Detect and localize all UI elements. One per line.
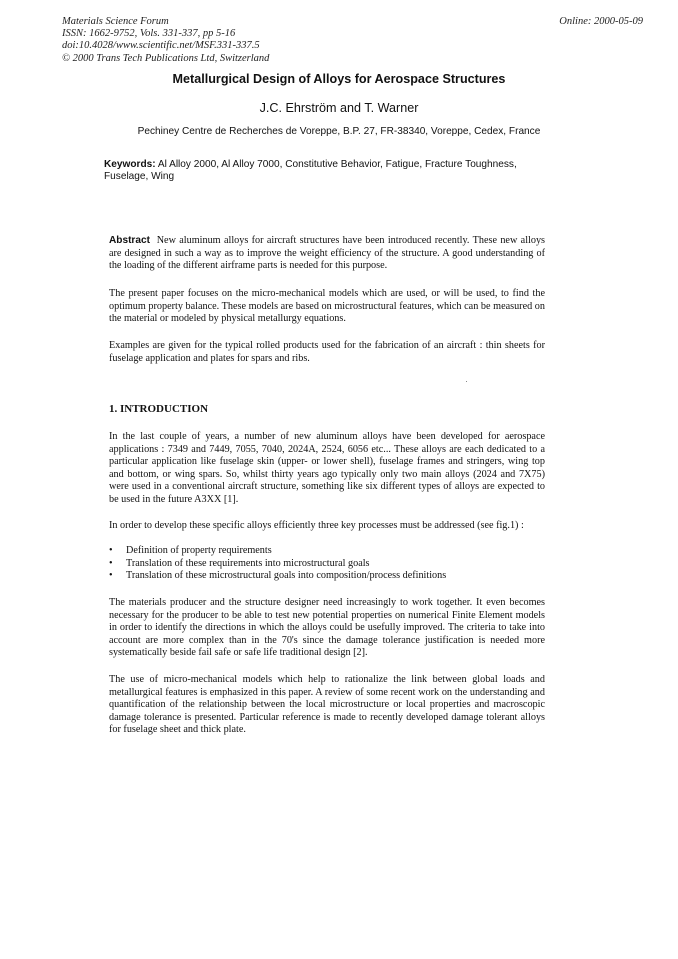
- section-heading-introduction: 1. INTRODUCTION: [109, 403, 209, 415]
- list-item: [109, 558, 545, 571]
- keywords-label: Keywords:: [104, 159, 156, 170]
- copyright-line: © 2000 Trans Tech Publications Ltd, Switzerland: [62, 52, 270, 64]
- abstract-paragraph-1: [109, 235, 545, 273]
- issn-line: ISSN: 1662-9752, Vols. 331-337, pp 5-16: [62, 28, 236, 40]
- list-item-text: Translation of these requirements into microstructural goals: [126, 557, 370, 569]
- bullet-icon: •: [109, 557, 113, 569]
- requirements-list: [109, 545, 545, 583]
- list-item-text: Translation of these microstructural goals into composition/process definitions: [126, 570, 447, 581]
- intro-paragraph-4: The use of micro-mechanical models which help to rationalize the link between global loads and metallurgical features is emphasized in this paper. A review of some recent work on the understanding and quantification of the relationship between the local microstructure or local properties and macroscopic damage tolerance is presented. Particular reference is made to recently developed damage tolerant alloys for fuselage sheet and thick plate.: [109, 674, 545, 735]
- bullet-icon: •: [109, 570, 113, 581]
- list-item: [109, 570, 545, 583]
- abstract-paragraph-3: Examples are given for the typical rolled products used for the fabrication of an aircraft : thin sheets for fuselage application and plates for spars and ribs.: [109, 340, 545, 364]
- online-date: Online: 2000-05-09: [559, 16, 643, 27]
- intro-paragraph-1: In the last couple of years, a number of new aluminum alloys have been developed for aerospace applications : 7349 and 7449, 7055, 7040, 2024A, 2524, 6056 etc... These alloys are each dedicated to a particular application like fuselage skin (upper- or lower shell), fuselage frames and stringers, wing top and bottom, or wing spars. So, whilst thirty years ago typically only two main alloys (2024 and 7X75) were used in a conventional aircraft structure, something like six different types of alloys are expected to be used in the future A3XX [1].: [109, 431, 545, 505]
- doi-line: doi:10.4028/www.scientific.net/MSF.331-337.5: [62, 40, 260, 52]
- intro-paragraph-2: In order to develop these specific alloys efficiently three key processes must be addressed (see fig.1) :: [109, 520, 524, 531]
- journal-header: [62, 16, 269, 65]
- abstract-paragraph-2: The present paper focuses on the micro-mechanical models which are used, or will be used, to find the optimum property balance. These models are based on microstructural features, which can be measured on the material or modeled by physical metallurgy equations.: [109, 288, 545, 324]
- abstract-label: Abstract: [109, 235, 150, 246]
- list-item-text: Definition of property requirements: [126, 545, 272, 556]
- bullet-icon: •: [109, 545, 113, 556]
- list-item: [109, 545, 545, 558]
- journal-name: Materials Science Forum: [62, 16, 169, 27]
- paper-authors: J.C. Ehrström and T. Warner: [259, 101, 419, 115]
- keywords-text: Al Alloy 2000, Al Alloy 7000, Constitutive Behavior, Fatigue, Fracture Toughness, Fuselage, Wing: [104, 159, 517, 182]
- intro-paragraph-3: The materials producer and the structure designer need increasingly to work together. It even becomes necessary for the producer to be able to test new potential properties on numerical Finite Element models in order to identify the directions in which the alloys could be usefully improved. The criteria to take into account are more complex than in the 70's since the damage tolerance justification is needed more systematically beside fail safe or safe life traditional design [2].: [109, 597, 545, 658]
- paper-affiliation: Pechiney Centre de Recherches de Voreppe, B.P. 27, FR-38340, Voreppe, Cedex, France: [137, 126, 541, 137]
- keywords: [104, 159, 544, 183]
- abstract-text-1: New aluminum alloys for aircraft structures have been introduced recently. These new alloys are designed in such a way as to improve the weight efficiency of the structure. A good understanding of the loading of the different airframe parts is needed for this purpose.: [109, 235, 546, 271]
- stray-dot: [466, 381, 467, 382]
- paper-title: Metallurgical Design of Alloys for Aerospace Structures: [172, 72, 506, 86]
